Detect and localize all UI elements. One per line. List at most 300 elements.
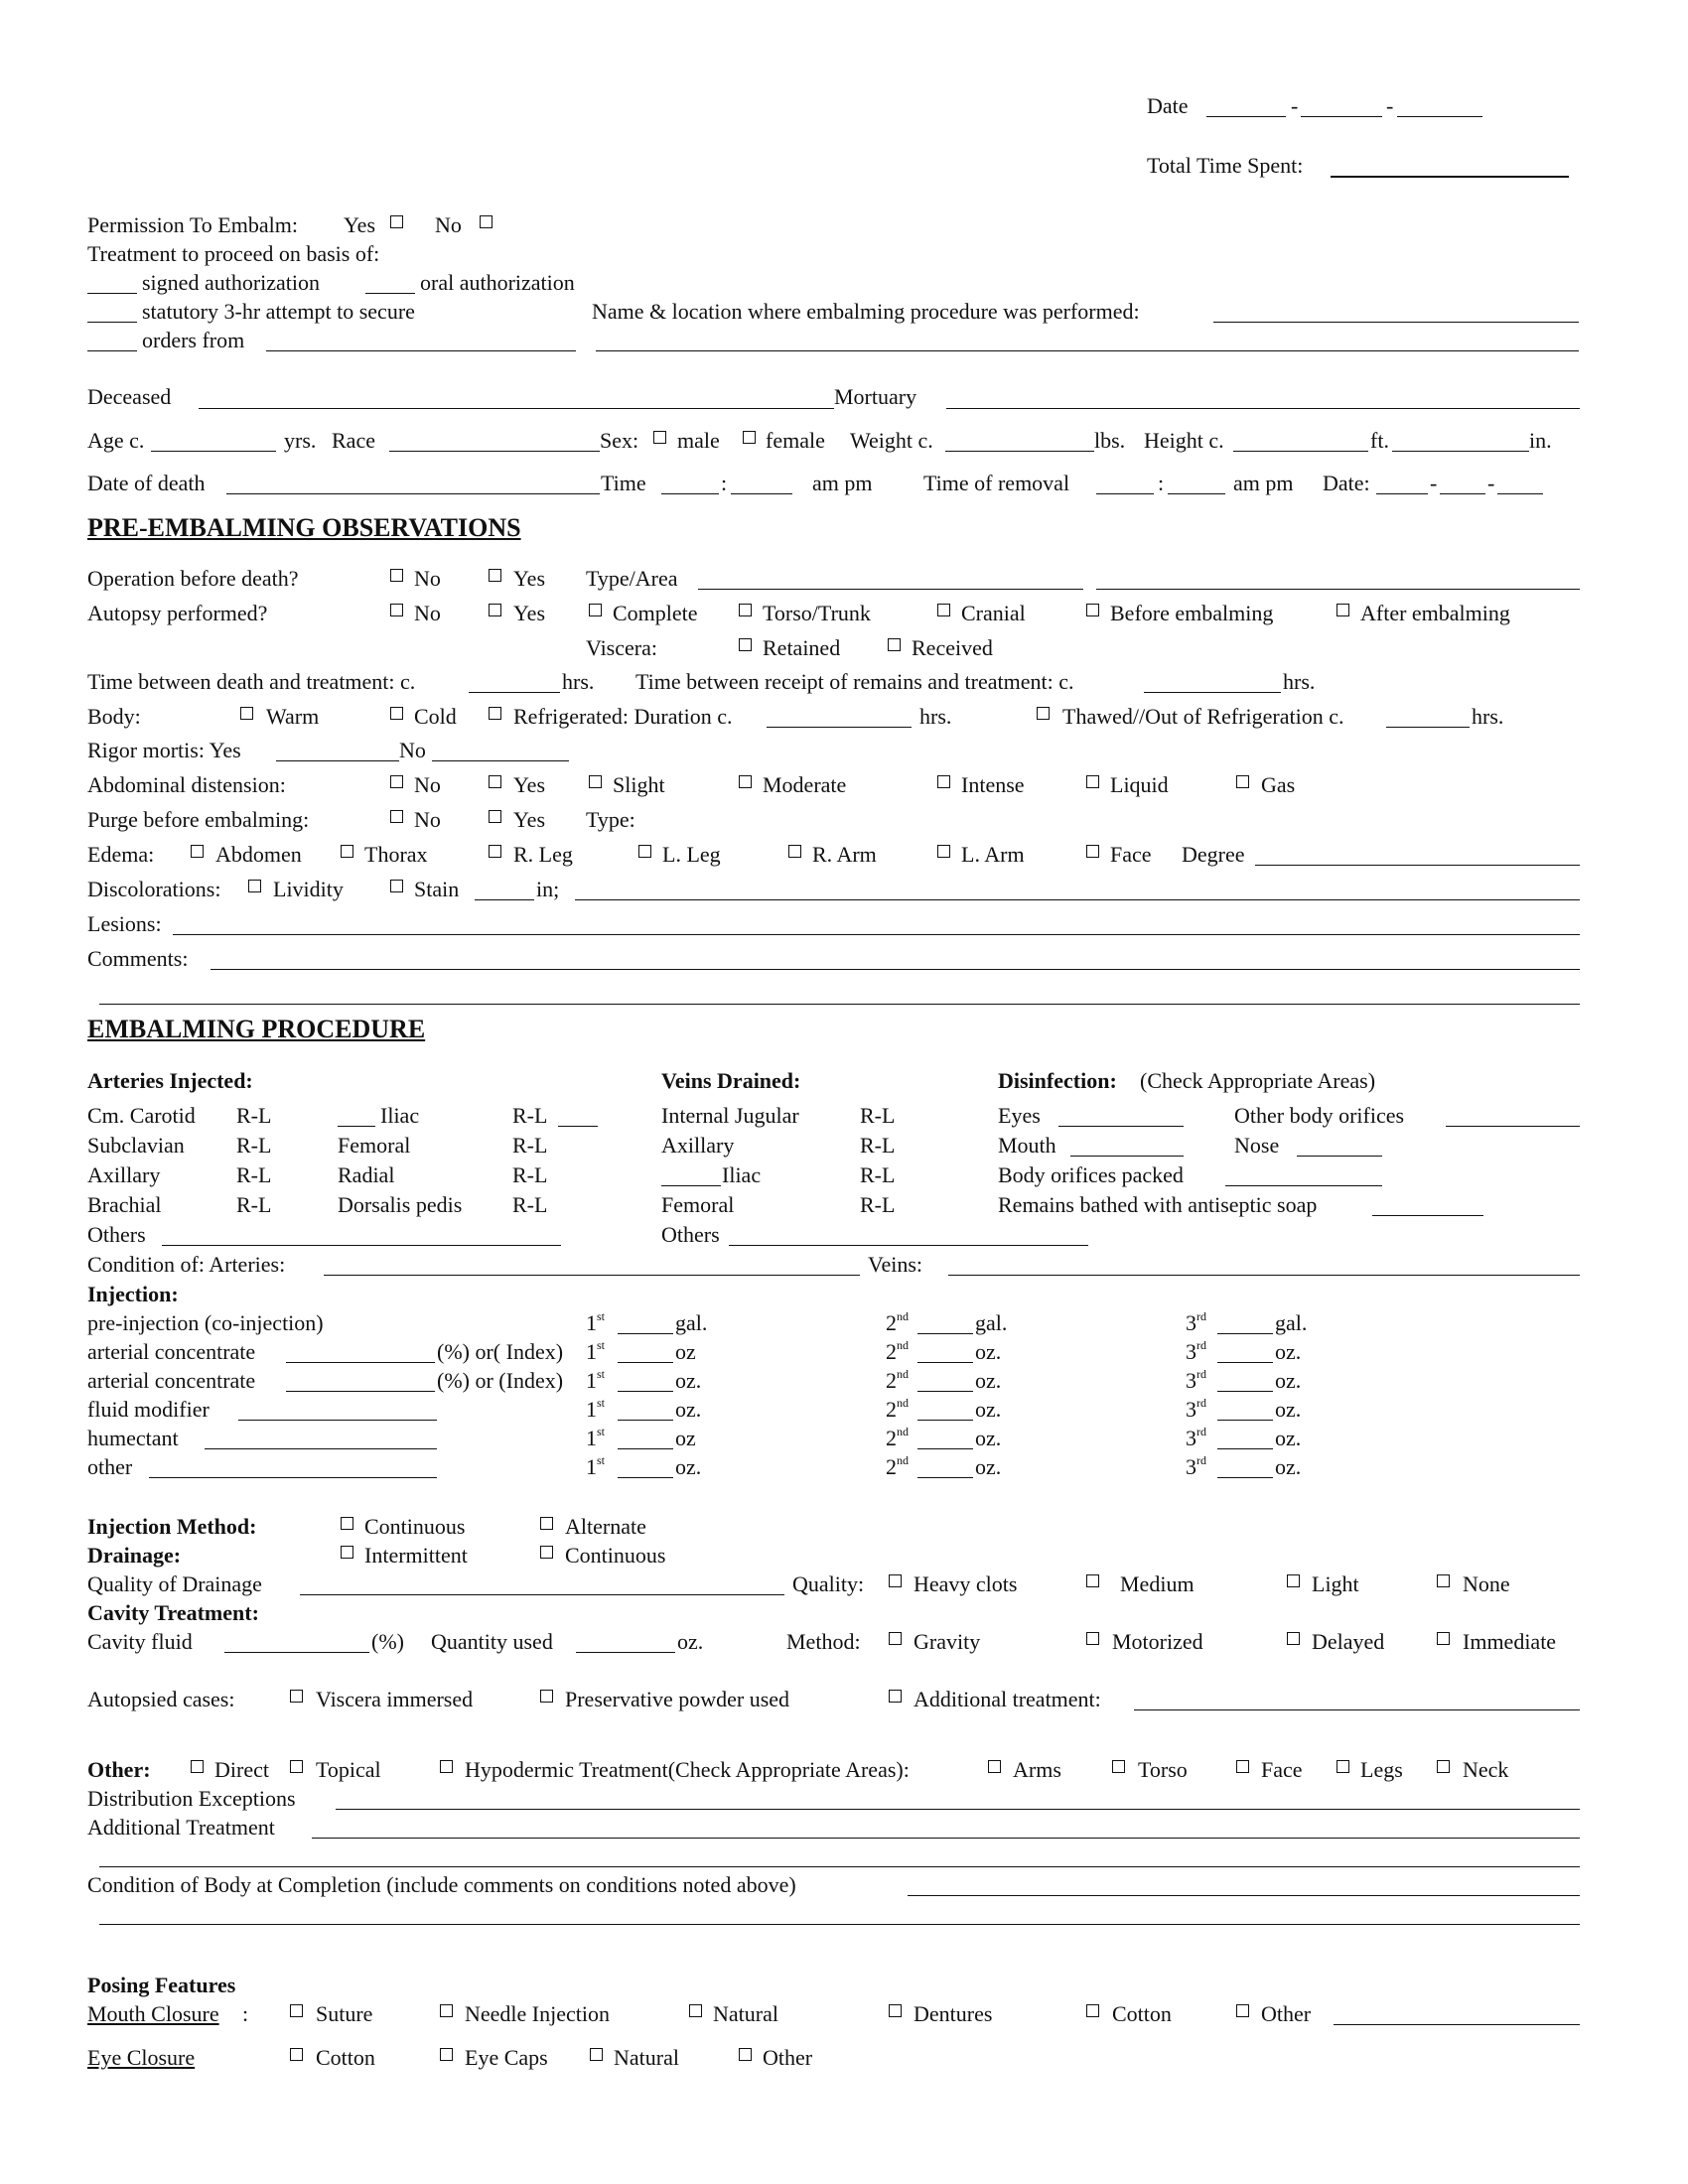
operation-yes-checkbox[interactable] [489, 569, 501, 582]
needle-injection-checkbox[interactable] [440, 2004, 453, 2017]
injection-amount-field[interactable] [618, 1362, 673, 1363]
inj-row-field[interactable] [286, 1391, 435, 1392]
thawed-duration-field[interactable] [1386, 727, 1470, 728]
mouth-cotton-checkbox[interactable] [1086, 2004, 1099, 2017]
injection-unit-label: oz. [975, 1368, 1002, 1393]
discolorations-field[interactable] [575, 899, 1580, 900]
abdomen-label: Abdomen [215, 842, 302, 867]
legs-label: Legs [1360, 1757, 1403, 1782]
liquid-label: Liquid [1110, 772, 1169, 797]
complete-checkbox[interactable] [589, 604, 602, 616]
removal-date-month[interactable] [1376, 493, 1428, 494]
ordinal-suffix: rd [1196, 1395, 1206, 1410]
rigor-no-label: No [399, 738, 426, 762]
quantity-used-field[interactable] [576, 1652, 675, 1653]
needle-injection-label: Needle Injection [465, 2001, 610, 2026]
edema-label: Edema: [87, 842, 155, 867]
statutory-label: statutory 3-hr attempt to secure [142, 299, 415, 324]
none-checkbox[interactable] [1437, 1574, 1450, 1587]
completion-field[interactable] [908, 1895, 1580, 1896]
torso-trunk-checkbox[interactable] [739, 604, 752, 616]
time-between-field[interactable] [469, 692, 560, 693]
no-label: No [414, 772, 441, 797]
dash: - [1430, 471, 1438, 495]
eye-closure-label: Eye Closure [87, 2045, 196, 2070]
delayed-checkbox[interactable] [1287, 1632, 1300, 1645]
additional-treatment-label: Additional treatment: [914, 1687, 1101, 1711]
ordinal-suffix: rd [1196, 1424, 1206, 1438]
eye-cotton-label: Cotton [316, 2045, 375, 2070]
rigor-no-field[interactable] [432, 760, 569, 761]
lividity-label: Lividity [273, 877, 344, 901]
operation-no-checkbox[interactable] [390, 569, 403, 582]
eyes-label: Eyes [998, 1103, 1041, 1128]
ordinal-number: 2 [886, 1454, 897, 1479]
internal-jugular-label: Internal Jugular [661, 1103, 799, 1128]
statutory-blank[interactable] [87, 322, 137, 323]
injection-amount-field[interactable] [1217, 1362, 1273, 1363]
injection-ordinal [886, 1337, 909, 1364]
continuous-checkbox[interactable] [341, 1517, 353, 1530]
ordinal-number: 3 [1186, 1368, 1196, 1393]
autopsy-yes-checkbox[interactable] [489, 604, 501, 616]
age-label: Age c. [87, 428, 145, 453]
injection-amount-field[interactable] [618, 1448, 673, 1449]
time-hour-field[interactable] [661, 493, 719, 494]
cold-label: Cold [414, 704, 457, 729]
injection-ordinal [586, 1424, 606, 1450]
height-ft-field[interactable] [1233, 451, 1368, 452]
ordinal-suffix: nd [897, 1366, 909, 1381]
injection-amount-field[interactable] [618, 1333, 673, 1334]
injection-amount-field[interactable] [1217, 1391, 1273, 1392]
male-checkbox[interactable] [653, 431, 666, 444]
injection-ordinal [1186, 1308, 1206, 1335]
comments-label: Comments: [87, 946, 189, 971]
ordinal-number: 1 [586, 1310, 597, 1335]
other-orifices-field[interactable] [1446, 1126, 1580, 1127]
rigor-yes-field[interactable] [276, 760, 399, 761]
l-arm-checkbox[interactable] [937, 845, 950, 858]
distribution-exceptions-field[interactable] [336, 1809, 1580, 1810]
after-embalming-checkbox[interactable] [1336, 604, 1349, 616]
injection-unit-label: oz. [975, 1426, 1002, 1450]
veins-others-label: Others [661, 1222, 720, 1247]
type-area-label: Type/Area [586, 566, 678, 591]
retained-checkbox[interactable] [739, 638, 752, 651]
hypodermic-checkbox[interactable] [440, 1760, 453, 1773]
mouth-cotton-label: Cotton [1112, 2001, 1172, 2026]
axillary-label: Axillary [87, 1162, 161, 1187]
dentures-label: Dentures [914, 2001, 993, 2026]
embalming-procedure-title: EMBALMING PROCEDURE [87, 1015, 426, 1043]
injection-amount-field[interactable] [1217, 1477, 1273, 1478]
face-checkbox[interactable] [1086, 845, 1099, 858]
removal-minute-field[interactable] [1168, 493, 1225, 494]
mouth-natural-label: Natural [713, 2001, 778, 2026]
topical-checkbox[interactable] [290, 1760, 303, 1773]
injection-amount-field[interactable] [1217, 1448, 1273, 1449]
viscera-immersed-label: Viscera immersed [316, 1687, 474, 1711]
time-minute-field[interactable] [731, 493, 792, 494]
colon: : [1158, 471, 1165, 495]
inj-row-label: fluid modifier [87, 1397, 210, 1422]
ordinal-number: 1 [586, 1339, 597, 1364]
bathed-field[interactable] [1372, 1215, 1483, 1216]
liquid-checkbox[interactable] [1086, 775, 1099, 788]
hrs-label: hrs. [919, 704, 952, 729]
comments-field[interactable] [211, 969, 1580, 970]
date-day-field[interactable] [1301, 116, 1382, 117]
removal-date-year[interactable] [1497, 493, 1543, 494]
ordinal-suffix: st [597, 1424, 606, 1438]
purge-yes-checkbox[interactable] [489, 810, 501, 823]
operation-label: Operation before death? [87, 566, 299, 591]
heavy-clots-checkbox[interactable] [889, 1574, 902, 1587]
slight-checkbox[interactable] [589, 775, 602, 788]
torso-label: Torso [1138, 1757, 1188, 1782]
dentures-checkbox[interactable] [889, 2004, 902, 2017]
injection-amount-field[interactable] [1217, 1420, 1273, 1421]
vein-iliac-blank[interactable] [661, 1185, 721, 1186]
stain-label: Stain [414, 877, 460, 901]
deceased-label: Deceased [87, 384, 172, 409]
injection-unit-label: oz. [675, 1368, 702, 1393]
yes-label: Yes [513, 807, 546, 832]
additional-treatment-2-field-2[interactable] [99, 1866, 1580, 1867]
neck-checkbox[interactable] [1437, 1760, 1450, 1773]
cavity-fluid-field[interactable] [224, 1652, 369, 1653]
thawed-checkbox[interactable] [1037, 707, 1050, 720]
permission-yes-checkbox[interactable] [390, 215, 403, 228]
thorax-label: Thorax [364, 842, 428, 867]
rl-label: R-L [512, 1103, 548, 1128]
time-spent-field[interactable] [1331, 176, 1569, 178]
eye-other-checkbox[interactable] [739, 2048, 752, 2061]
gravity-checkbox[interactable] [889, 1632, 902, 1645]
date-month-field[interactable] [1206, 116, 1286, 117]
female-label: female [766, 428, 825, 453]
injection-method-label: Injection Method: [87, 1514, 257, 1539]
ordinal-number: 2 [886, 1339, 897, 1364]
veins-heading: Veins Drained: [661, 1068, 801, 1093]
motorized-checkbox[interactable] [1086, 1632, 1099, 1645]
purge-label: Purge before embalming: [87, 807, 310, 832]
time-spent-label: Total Time Spent: [1147, 153, 1304, 178]
autopsy-no-checkbox[interactable] [390, 604, 403, 616]
condition-arteries-field[interactable] [324, 1275, 860, 1276]
vein-iliac-label: Iliac [722, 1162, 762, 1187]
abdominal-no-checkbox[interactable] [390, 775, 403, 788]
bathed-label: Remains bathed with antiseptic soap [998, 1192, 1318, 1217]
inj-row-label: arterial concentrate [87, 1339, 256, 1364]
no-label: No [414, 601, 441, 625]
inj-row-field[interactable] [149, 1477, 437, 1478]
completion-field-2[interactable] [99, 1924, 1580, 1925]
permission-no-label: No [435, 212, 462, 237]
arms-label: Arms [1013, 1757, 1061, 1782]
orifices-packed-field[interactable] [1225, 1185, 1382, 1186]
injection-amount-field[interactable] [917, 1420, 973, 1421]
none-label: None [1463, 1571, 1510, 1596]
condition-arteries-label: Condition of: Arteries: [87, 1252, 286, 1277]
subclavian-label: Subclavian [87, 1133, 185, 1158]
preservative-powder-checkbox[interactable] [540, 1690, 553, 1703]
ordinal-suffix: rd [1196, 1337, 1206, 1352]
type-area-field-2[interactable] [1096, 589, 1580, 590]
delayed-label: Delayed [1312, 1629, 1385, 1654]
mouth-other-field[interactable] [1334, 2024, 1580, 2025]
arteries-others-field[interactable] [162, 1245, 561, 1246]
stain-size-field[interactable] [475, 899, 534, 900]
eye-cotton-checkbox[interactable] [290, 2048, 303, 2061]
nose-label: Nose [1234, 1133, 1280, 1158]
viscera-immersed-checkbox[interactable] [290, 1690, 303, 1703]
l-leg-checkbox[interactable] [638, 845, 651, 858]
permission-no-checkbox[interactable] [480, 215, 492, 228]
oral-blank[interactable] [365, 293, 415, 294]
injection-amount-field[interactable] [618, 1420, 673, 1421]
inj-row-field[interactable] [286, 1362, 435, 1363]
immediate-label: Immediate [1463, 1629, 1557, 1654]
mouth-other-checkbox[interactable] [1236, 2004, 1249, 2017]
date-year-field[interactable] [1397, 116, 1482, 117]
quality-drainage-field[interactable] [300, 1594, 784, 1595]
other-orifices-label: Other body orifices [1234, 1103, 1405, 1128]
cold-checkbox[interactable] [390, 707, 403, 720]
injection-ordinal [586, 1395, 606, 1422]
r-arm-checkbox[interactable] [788, 845, 801, 858]
ordinal-number: 2 [886, 1368, 897, 1393]
posing-features-title: Posing Features [87, 1973, 236, 1997]
name-location-field[interactable] [1213, 322, 1579, 323]
inj-row-index-label: (%) or( Index) [437, 1339, 564, 1364]
before-embalming-checkbox[interactable] [1086, 604, 1099, 616]
deceased-field[interactable] [199, 408, 834, 409]
lividity-checkbox[interactable] [248, 880, 261, 892]
injection-ordinal [1186, 1366, 1206, 1393]
direct-checkbox[interactable] [191, 1760, 204, 1773]
iliac-rl-blank[interactable] [558, 1126, 598, 1127]
topical-label: Topical [316, 1757, 381, 1782]
cavity-treatment-label: Cavity Treatment: [87, 1600, 259, 1625]
eye-caps-label: Eye Caps [465, 2045, 548, 2070]
ordinal-suffix: rd [1196, 1452, 1206, 1467]
yes-label: Yes [513, 772, 546, 797]
comments-field-2[interactable] [99, 1004, 1580, 1005]
weight-label: Weight c. [850, 428, 933, 453]
lbs-label: lbs. [1094, 428, 1126, 453]
suture-checkbox[interactable] [290, 2004, 303, 2017]
removal-hour-field[interactable] [1096, 493, 1154, 494]
rl-label: R-L [860, 1103, 896, 1128]
thorax-checkbox[interactable] [341, 845, 353, 858]
injection-unit-label: oz. [1275, 1339, 1302, 1364]
refrigerated-checkbox[interactable] [489, 707, 501, 720]
ordinal-suffix: rd [1196, 1366, 1206, 1381]
r-leg-checkbox[interactable] [489, 845, 501, 858]
ordinal-suffix: st [597, 1452, 606, 1467]
mouth-field[interactable] [1070, 1156, 1184, 1157]
height-in-field[interactable] [1392, 451, 1529, 452]
additional-treatment-checkbox[interactable] [889, 1690, 902, 1703]
mouth-label: Mouth [998, 1133, 1056, 1158]
type-area-field[interactable] [698, 589, 1083, 590]
orders-from-field[interactable] [266, 350, 576, 351]
ordinal-number: 3 [1186, 1426, 1196, 1450]
additional-treatment-2-field[interactable] [312, 1838, 1580, 1839]
inj-row-field[interactable] [205, 1448, 437, 1449]
warm-checkbox[interactable] [240, 707, 253, 720]
eyes-field[interactable] [1058, 1126, 1184, 1127]
name-location-field-2[interactable] [596, 350, 1579, 351]
eye-other-label: Other [763, 2045, 813, 2070]
date-sep: - [1291, 93, 1299, 118]
height-label: Height c. [1144, 428, 1224, 453]
lesions-field[interactable] [173, 934, 1580, 935]
hypodermic-label: Hypodermic Treatment(Check Appropriate Areas): [465, 1757, 910, 1782]
alternate-label: Alternate [565, 1514, 646, 1539]
injection-unit-label: oz. [1275, 1368, 1302, 1393]
race-field[interactable] [389, 451, 600, 452]
date-of-death-field[interactable] [226, 493, 600, 494]
drainage-continuous-label: Continuous [565, 1543, 666, 1568]
in-label: in. [1529, 428, 1552, 453]
distribution-exceptions-label: Distribution Exceptions [87, 1786, 296, 1811]
light-checkbox[interactable] [1287, 1574, 1300, 1587]
viscera-label: Viscera: [586, 635, 657, 660]
abdominal-label: Abdominal distension: [87, 772, 286, 797]
eye-natural-checkbox[interactable] [590, 2048, 603, 2061]
other-label: Other: [87, 1757, 151, 1782]
injection-amount-field[interactable] [917, 1362, 973, 1363]
rl-label: R-L [860, 1192, 896, 1217]
rl-label: R-L [236, 1133, 272, 1158]
radial-label: Radial [338, 1162, 395, 1187]
time-label: Time [601, 471, 646, 495]
moderate-checkbox[interactable] [739, 775, 752, 788]
warm-label: Warm [266, 704, 320, 729]
colon: : [242, 2001, 249, 2026]
time-receipt-field[interactable] [1144, 692, 1281, 693]
moderate-label: Moderate [763, 772, 847, 797]
purge-no-checkbox[interactable] [390, 810, 403, 823]
time-receipt-label: Time between receipt of remains and treatment: c. [635, 669, 1074, 694]
ordinal-suffix: st [597, 1395, 606, 1410]
drainage-continuous-checkbox[interactable] [540, 1546, 553, 1559]
inj-row-index-label: (%) or (Index) [437, 1368, 564, 1393]
injection-amount-field[interactable] [917, 1477, 973, 1478]
injection-amount-field[interactable] [618, 1477, 673, 1478]
signed-blank[interactable] [87, 293, 137, 294]
injection-amount-field[interactable] [917, 1333, 973, 1334]
ampm-label: am pm [812, 471, 873, 495]
injection-ordinal [586, 1366, 606, 1393]
intense-label: Intense [961, 772, 1025, 797]
inj-row-field[interactable] [238, 1420, 437, 1421]
veins-others-field[interactable] [729, 1245, 1088, 1246]
neck-label: Neck [1463, 1757, 1509, 1782]
injection-unit-label: oz. [975, 1339, 1002, 1364]
intense-checkbox[interactable] [937, 775, 950, 788]
mortuary-label: Mortuary [834, 384, 917, 409]
injection-ordinal [886, 1452, 909, 1479]
hypo-face-checkbox[interactable] [1236, 1760, 1249, 1773]
ordinal-number: 3 [1186, 1339, 1196, 1364]
gas-checkbox[interactable] [1236, 775, 1249, 788]
r-arm-label: R. Arm [812, 842, 877, 867]
iliac-blank[interactable] [338, 1126, 375, 1127]
mouth-closure-label: Mouth Closure [87, 2001, 219, 2026]
female-checkbox[interactable] [743, 431, 756, 444]
completion-label: Condition of Body at Completion (include comments on conditions noted above) [87, 1872, 796, 1897]
abdomen-checkbox[interactable] [191, 845, 204, 858]
in-label: in; [536, 877, 560, 901]
nose-field[interactable] [1297, 1156, 1382, 1157]
orders-blank[interactable] [87, 350, 137, 351]
body-label: Body: [87, 704, 141, 729]
injection-ordinal [886, 1366, 909, 1393]
signed-label: signed authorization [142, 270, 321, 295]
refrigerated-duration-field[interactable] [767, 727, 912, 728]
pre-embalming-title: PRE-EMBALMING OBSERVATIONS [87, 513, 521, 542]
additional-treatment-field[interactable] [1134, 1709, 1580, 1710]
weight-field[interactable] [945, 451, 1094, 452]
stain-checkbox[interactable] [390, 880, 403, 892]
legs-checkbox[interactable] [1336, 1760, 1349, 1773]
orifices-packed-label: Body orifices packed [998, 1162, 1184, 1187]
injection-unit-label: oz. [675, 1454, 702, 1479]
torso-checkbox[interactable] [1112, 1760, 1125, 1773]
time-of-removal-label: Time of removal [923, 471, 1070, 495]
injection-amount-field[interactable] [917, 1391, 973, 1392]
mortuary-field[interactable] [946, 408, 1580, 409]
immediate-checkbox[interactable] [1437, 1632, 1450, 1645]
medium-checkbox[interactable] [1086, 1574, 1099, 1587]
injection-amount-field[interactable] [618, 1391, 673, 1392]
condition-veins-field[interactable] [948, 1275, 1580, 1276]
injection-unit-label: gal. [975, 1310, 1008, 1335]
removal-date-day[interactable] [1440, 493, 1485, 494]
arms-checkbox[interactable] [988, 1760, 1001, 1773]
mouth-natural-checkbox[interactable] [689, 2004, 702, 2017]
rigor-label: Rigor mortis: Yes [87, 738, 241, 762]
injection-unit-label: oz. [975, 1454, 1002, 1479]
alternate-checkbox[interactable] [540, 1517, 553, 1530]
rl-label: R-L [512, 1133, 548, 1158]
degree-field[interactable] [1255, 865, 1580, 866]
received-checkbox[interactable] [888, 638, 901, 651]
yes-label: Yes [513, 566, 546, 591]
injection-unit-label: oz. [1275, 1454, 1302, 1479]
vein-axillary-label: Axillary [661, 1133, 735, 1158]
eye-caps-checkbox[interactable] [440, 2048, 453, 2061]
arteries-heading: Arteries Injected: [87, 1068, 253, 1093]
vein-femoral-label: Femoral [661, 1192, 735, 1217]
ordinal-suffix: nd [897, 1395, 909, 1410]
age-field[interactable] [151, 451, 276, 452]
injection-ordinal [1186, 1424, 1206, 1450]
injection-amount-field[interactable] [917, 1448, 973, 1449]
abdominal-yes-checkbox[interactable] [489, 775, 501, 788]
refrigerated-label: Refrigerated: Duration c. [513, 704, 733, 729]
injection-amount-field[interactable] [1217, 1333, 1273, 1334]
injection-unit-label: oz [675, 1339, 696, 1364]
cranial-checkbox[interactable] [937, 604, 950, 616]
basis-title: Treatment to proceed on basis of: [87, 241, 380, 266]
intermittent-checkbox[interactable] [341, 1546, 353, 1559]
ordinal-suffix: st [597, 1366, 606, 1381]
